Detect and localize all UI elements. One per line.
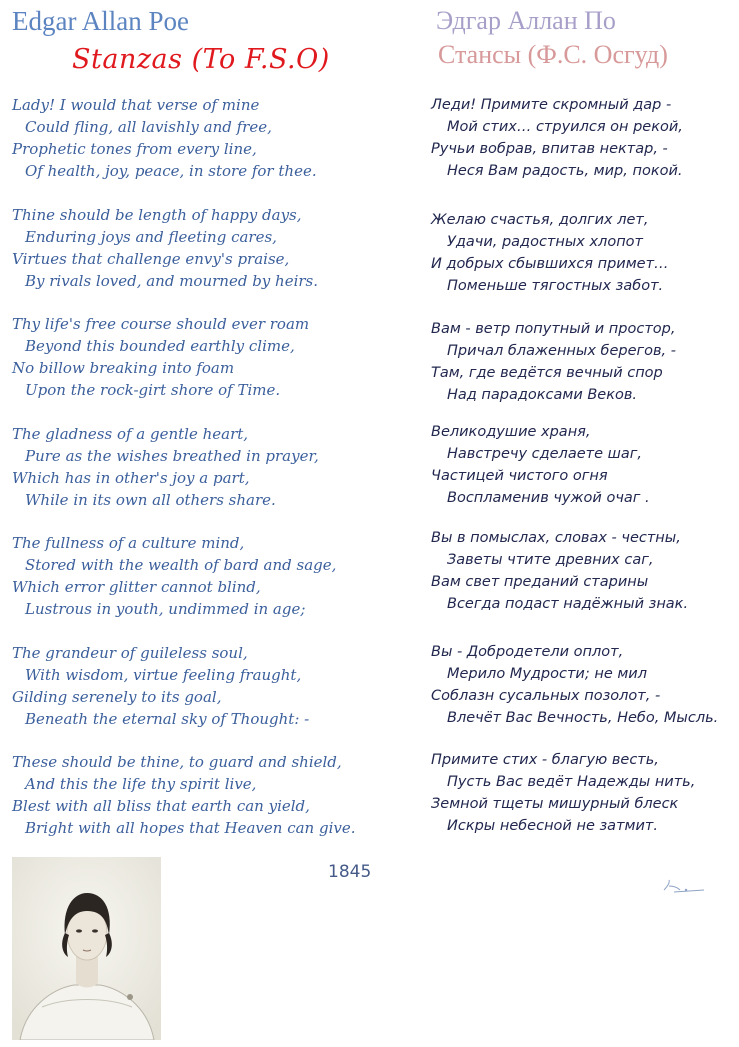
verse-line: Мерило Мудрости; не мил <box>447 666 647 682</box>
verse-line: Леди! Примите скромный дар - <box>431 97 672 113</box>
verse-line: Соблазн сусальных позолот, - <box>431 688 661 704</box>
verse-line: Virtues that challenge envy's praise, <box>12 250 290 268</box>
verse-line: Could fling, all lavishly and free, <box>25 118 272 136</box>
stanza-english <box>12 751 355 839</box>
verse-line: Thy life's free course should ever roam <box>12 315 310 333</box>
verse-line: Желаю счастья, долгих лет, <box>431 212 649 228</box>
verse-line: Which has in other's joy a part, <box>12 469 250 487</box>
verse-line: While in its own all others share. <box>25 491 276 509</box>
verse-line: Ручьи вобрав, впитав нектар, - <box>431 141 668 157</box>
verse-line: Поменьше тягостных забот. <box>447 278 664 294</box>
poem-title-english: Stanzas (To F.S.O) <box>72 44 330 75</box>
verse-line: Пусть Вас ведёт Надежды нить, <box>447 774 696 790</box>
author-name-english: Edgar Allan Poe <box>12 6 189 36</box>
verse-line: No billow breaking into foam <box>12 359 235 377</box>
stanza-english <box>12 532 336 620</box>
verse-line: Lustrous in youth, undimmed in age; <box>25 600 306 618</box>
verse-line: Удачи, радостных хлопот <box>447 234 643 250</box>
verse-line: Thine should be length of happy days, <box>12 206 302 224</box>
verse-line: Beyond this bounded earthly clime, <box>25 337 295 355</box>
verse-line: Bright with all hopes that Heaven can give. <box>25 819 356 837</box>
verse-line: The grandeur of guileless soul, <box>12 644 248 662</box>
verse-line: Земной тщеты мишурный блеск <box>431 796 679 812</box>
verse-line: Вам свет преданий старины <box>431 574 649 590</box>
verse-line: Upon the rock-girt shore of Time. <box>25 381 281 399</box>
publication-year: 1845 <box>328 862 372 882</box>
signature-mark <box>660 876 706 896</box>
verse-line: The gladness of a gentle heart, <box>12 425 249 443</box>
verse-line: Enduring joys and fleeting cares, <box>25 228 277 246</box>
verse-line: Неся Вам радость, мир, покой. <box>447 163 683 179</box>
verse-line: Навстречу сделаете шаг, <box>447 446 642 462</box>
stanza-russian <box>431 749 695 837</box>
verse-line: Вы в помыслах, словах - честны, <box>431 530 681 546</box>
verse-line: Частицей чистого огня <box>431 468 608 484</box>
verse-line: Of health, joy, peace, in store for thee. <box>25 162 317 180</box>
verse-line: Причал блаженных берегов, - <box>447 343 677 359</box>
verse-line: Stored with the wealth of bard and sage, <box>25 556 337 574</box>
verse-line: Beneath the eternal sky of Thought: - <box>25 710 310 728</box>
stanza-russian <box>431 94 683 182</box>
verse-line: Заветы чтите древних саг, <box>447 552 654 568</box>
verse-line: Искры небесной не затмит. <box>447 818 658 834</box>
verse-line: Великодушие храня, <box>431 424 591 440</box>
stanza-russian <box>431 527 688 615</box>
verse-line: Примите стих - благую весть, <box>431 752 659 768</box>
verse-line: И добрых сбывшихся примет… <box>431 256 669 272</box>
portrait-image <box>12 857 161 1040</box>
verse-line: By rivals loved, and mourned by heirs. <box>25 272 319 290</box>
verse-line: And this the life thy spirit live, <box>25 775 257 793</box>
verse-line: The fullness of a culture mind, <box>12 534 245 552</box>
stanza-english <box>12 642 309 730</box>
verse-line: Над парадоксами Веков. <box>447 387 638 403</box>
verse-line: Prophetic tones from every line, <box>12 140 257 158</box>
verse-line: Мой стих… струился он рекой, <box>447 119 683 135</box>
verse-line: Вам - ветр попутный и простор, <box>431 321 676 337</box>
stanza-russian <box>431 318 676 406</box>
verse-line: Which error glitter cannot blind, <box>12 578 261 596</box>
verse-line: Pure as the wishes breathed in prayer, <box>25 447 319 465</box>
verse-line: With wisdom, virtue feeling fraught, <box>25 666 302 684</box>
stanza-english <box>12 94 317 182</box>
verse-line: Всегда подаст надёжный знак. <box>447 596 689 612</box>
verse-line: Gilding serenely to its goal, <box>12 688 222 706</box>
stanza-russian <box>431 641 718 729</box>
verse-line: Влечёт Вас Вечность, Небо, Мысль. <box>447 710 719 726</box>
verse-line: Воспламенив чужой очаг . <box>447 490 650 506</box>
verse-line: These should be thine, to guard and shield, <box>12 753 342 771</box>
verse-line: Там, где ведётся вечный спор <box>431 365 663 381</box>
stanza-russian <box>431 209 669 297</box>
verse-line: Blest with all bliss that earth can yield, <box>12 797 310 815</box>
stanza-english <box>12 423 319 511</box>
verse-line: Вы - Добродетели оплот, <box>431 644 624 660</box>
portrait-illustration <box>12 857 161 1040</box>
verse-line: Lady! I would that verse of mine <box>12 96 260 114</box>
author-name-russian: Эдгар Аллан По <box>436 6 616 35</box>
poem-title-russian: Стансы (Ф.С. Осгуд) <box>438 40 668 69</box>
stanza-english <box>12 313 309 401</box>
stanza-russian <box>431 421 650 509</box>
stanza-english <box>12 204 318 292</box>
